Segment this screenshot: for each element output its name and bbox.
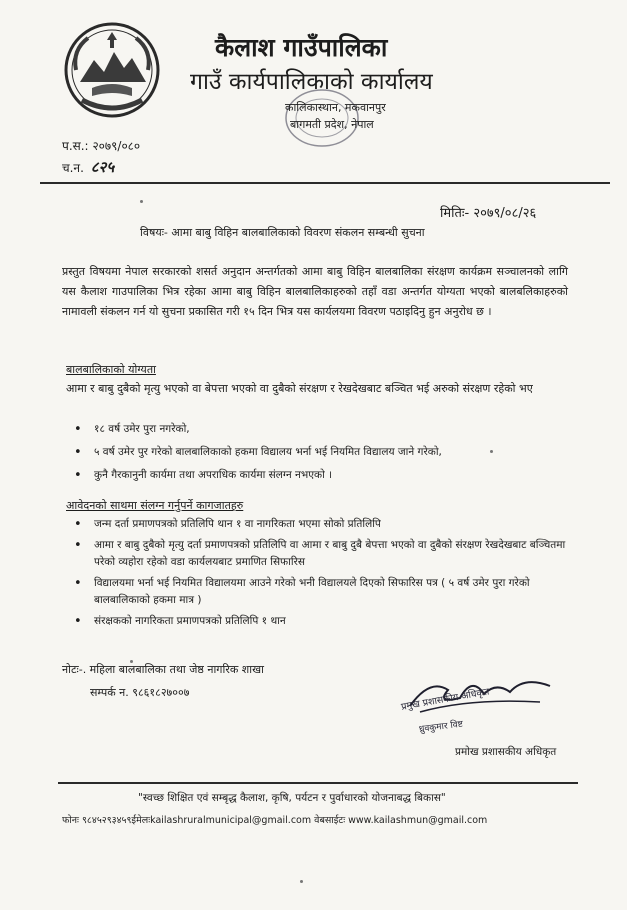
letter-subject: विषयः- आमा बाबु विहिन बालबालिकाको विवरण संकलन सम्बन्धी सुचना bbox=[140, 226, 425, 239]
designation-stamp: प्रमुख प्रशासकीय अधिकृत bbox=[400, 686, 491, 713]
list-item: • जन्म दर्ता प्रमाणपत्रको प्रतिलिपि थान १ वा नागरिकता भएमा सोको प्रतिलिपि bbox=[68, 516, 568, 533]
eligibility-intro: आमा र बाबु दुबैको मृत्यु भएको वा बेपत्ता भएको वा दुबैको संरक्षण र रेखदेखबाट बञ्चित भई अरुको संरक्षण रहेको भए bbox=[66, 382, 533, 395]
office-name: गाउँ कार्यपालिकाको कार्यालय bbox=[190, 69, 433, 95]
header-divider bbox=[40, 182, 610, 184]
dispatch-value: ८२५ bbox=[90, 158, 115, 176]
letter-body: प्रस्तुत विषयमा नेपाल सरकारको शसर्त अनुदान अन्तर्गतको आमा बाबु विहिन बालबालिका संरक्षण कार्यक्रम सञ्चालनको लागि यस कैलाश गाउपालिका भित्र रहेका आमा बाबु विहिन बालबालिकाहरुको तहाँ वडा अन्तर्गत योग्यता भएको बालबलिकाहरुको नामावली संकलन गर्न यो सुचना प्रकासित गरी १५ दिन भित्र यस कार्यलयमा विवरण पठाइदिनु हुन अनुरोध छ । bbox=[62, 265, 568, 318]
list-item: • संरक्षकको नागरिकता प्रमाणपत्रको प्रतिलिपि १ थान bbox=[68, 613, 568, 630]
footer-website: वेबसाईटः www.kailashmun@gmail.com bbox=[314, 815, 488, 826]
dispatch-label: च.न. bbox=[62, 161, 84, 175]
list-item: • कुनै गैरकानुनी कार्यमा तथा अपराधिक कार्यमा संलग्न नभएको । bbox=[68, 464, 568, 487]
footer-divider bbox=[58, 782, 578, 784]
org-name: कैलाश गाउँपालिका bbox=[215, 33, 388, 62]
eligibility-title: बालबालिकाको योग्यता bbox=[66, 363, 156, 376]
list-item: • ५ वर्ष उमेर पुर गरेको बालबालिकाको हकमा विद्यालय भर्ना भई नियमित विद्यालय जाने गरेको, bbox=[68, 441, 568, 464]
documents-list bbox=[68, 516, 568, 634]
note-text: नोटः-. महिला बालबालिका तथा जेष्ठ नागरिक शाखा bbox=[62, 663, 264, 676]
dispatch-number bbox=[62, 157, 114, 177]
reference-number bbox=[62, 137, 140, 154]
documents-title: आवेदनको साथमा संलग्न गर्नुपर्ने कागजातहरु bbox=[66, 499, 244, 512]
footer-motto: "स्वच्छ शिक्षित एवं सम्बृद्ध कैलाश, कृषि, पर्यटन र पुर्वाधारको योजनाबद्ध बिकास" bbox=[138, 792, 446, 804]
reference-label: प.स.: bbox=[62, 139, 89, 153]
nepal-emblem-logo bbox=[62, 20, 162, 120]
footer-phone: फोनः ९८४५२९३४५९ bbox=[62, 815, 132, 826]
list-item: • विद्यालयमा भर्ना भई नियमित विद्यालयमा आउने गरेको भनी विद्यालयले दिएको सिफारिस पत्र ( ५ वर्ष उमेर पुरा गरेको बालबालिकाको हकमा मात्र ) bbox=[68, 575, 568, 609]
address-line-2: बागमती प्रदेश, नेपाल bbox=[290, 118, 374, 131]
list-item: • आमा र बाबु दुबैको मृत्यु दर्ता प्रमाणपत्रको प्रतिलिपि वा आमा र बाबु दुबै बेपत्ता भएको वा दुबैको संरक्षण रेखदेखबाट बञ्चितमा परेको व्यहोरा रहेको वडा कार्यलयबाट प्रमाणित सिफारिस bbox=[68, 537, 568, 571]
contact-number: सम्पर्क न. ९८६१८२७००७ bbox=[90, 686, 190, 699]
date-value: २०७९/०८/२६ bbox=[473, 206, 537, 221]
list-item: • १८ वर्ष उमेर पुरा नगरेको, bbox=[68, 418, 568, 441]
date-label: मितिः- bbox=[440, 206, 470, 221]
signatory-name: ध्रुवकुमार विष्ट bbox=[418, 719, 464, 735]
reference-value: २०७९/०८० bbox=[92, 139, 141, 153]
letter-date bbox=[440, 203, 536, 221]
paper-speck bbox=[140, 200, 143, 203]
footer-contact bbox=[62, 813, 487, 826]
signatory-title: प्रमोख प्रशासकीय अधिकृत bbox=[455, 746, 557, 758]
paper-speck bbox=[490, 450, 493, 453]
paper-speck bbox=[130, 660, 133, 663]
eligibility-list bbox=[68, 418, 568, 487]
paper-speck bbox=[300, 880, 303, 883]
address-line-1: कालिकास्थान, मकवानपुर bbox=[285, 101, 386, 114]
footer-email: ईमेलःkailashruralmunicipal@gmail.com bbox=[131, 815, 312, 826]
